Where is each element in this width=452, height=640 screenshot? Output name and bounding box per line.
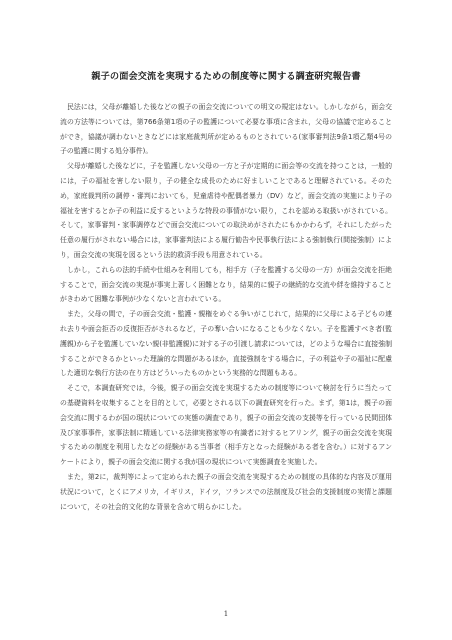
- document-body: [60, 100, 392, 514]
- document-title: 親子の面会交流を実現するための制度等に関する調査研究報告書: [91, 71, 361, 82]
- paragraph-6: また，第2に，裁判等によって定められた親子の面会交流を実現するための制度の具体的な内容及び運用状況について，とくにアメリカ，イギリス，ドイツ，フランスでの法制度及び社会的支援制度の実情と課題について，その社会的文化的な背景を含めて明らかにした。: [60, 472, 392, 511]
- paragraph-5: そこで，本調査研究では，今後，親子の面会交流を実現するための制度等について検討を行うに当たっての基礎資料を収集することを目的として，必要とされる以下の調査研究を行った。まず，第1は，親子の面会交流に関するわが国の現状についての実態の調査であり，親子の面会交流の支援等を行っている民間団体及び家事事件，家事法制に精通している法律実務家等の有識者に対するヒアリング，親子の面会交流を実現するための制度を利用したなどの経験がある当事者（相手方となった経験がある者を含む。）に対するアンケートにより，親子の面会交流に関する我が国の現状について実態調査を実施した。: [60, 384, 392, 467]
- paragraph-1: 民法には，父母が離婚した後などの親子の面会交流についての明文の規定はない。しかしながら，面会交流の方法等については，第766条第1項の子の監護について必要な事項に含まれ，父母の協議で定めることができ，協議が調わないときなどには家庭裁判所が定めるものとされている(家事審判法9条1項乙類4号の子の監護に関する処分事件)。: [60, 103, 392, 156]
- paragraph-3: しかし，これらの法的手続や仕組みを利用しても，相手方（子を監護する父母の一方）が面会交流を拒絶することで，面会交流の実現が事実上著しく困難となり，結果的に親子の継続的な交流や絆を維持することがきわめて困難な事例が少なくないと言われている。: [60, 265, 392, 304]
- paragraph-2: 父母が離婚した後などに，子を監護しない父母の一方と子が定期的に面会等の交流を持つことは，一般的には，子の福祉を害しない限り，子の健全な成長のために好ましいことであると理解されている。そのため，家庭裁判所の調停・審判においても，児童虐待や配偶者暴力（DV）など，面会交流の実施により子の福祉を害するとか子の利益に反するといような特段の事情がない限り，これを認める取扱いがされている。そして，家事審判・家事調停などで面会交流についての取決めがされたにもかかわらず，それにしたがった任意の履行がされない場合には，家事審判法による履行勧告や民事執行法による強制執行(間接強制）により，面会交流の実現を図るという法的救済手段も用意されている。: [60, 162, 392, 259]
- paragraph-4: また，父母の間で，子の面会交流・監護・親権をめぐる争いがこじれて，結果的に父母による子どもの連れ去りや面会拒否の反復拒否がされるなど，子の奪い合いになることも少なくない。子を監護すべき者(監護親)から子を監護していない親(非監護親)に対する子の引渡し請求については，どのような場合に直接強制することができるかといった理論的な問題があるほか，直接強制をする場合に，子の利益や子の福祉に配慮した適切な執行方法の在り方はどういったものかという実務的な問題もある。: [60, 310, 392, 378]
- page-number: 1: [223, 610, 229, 618]
